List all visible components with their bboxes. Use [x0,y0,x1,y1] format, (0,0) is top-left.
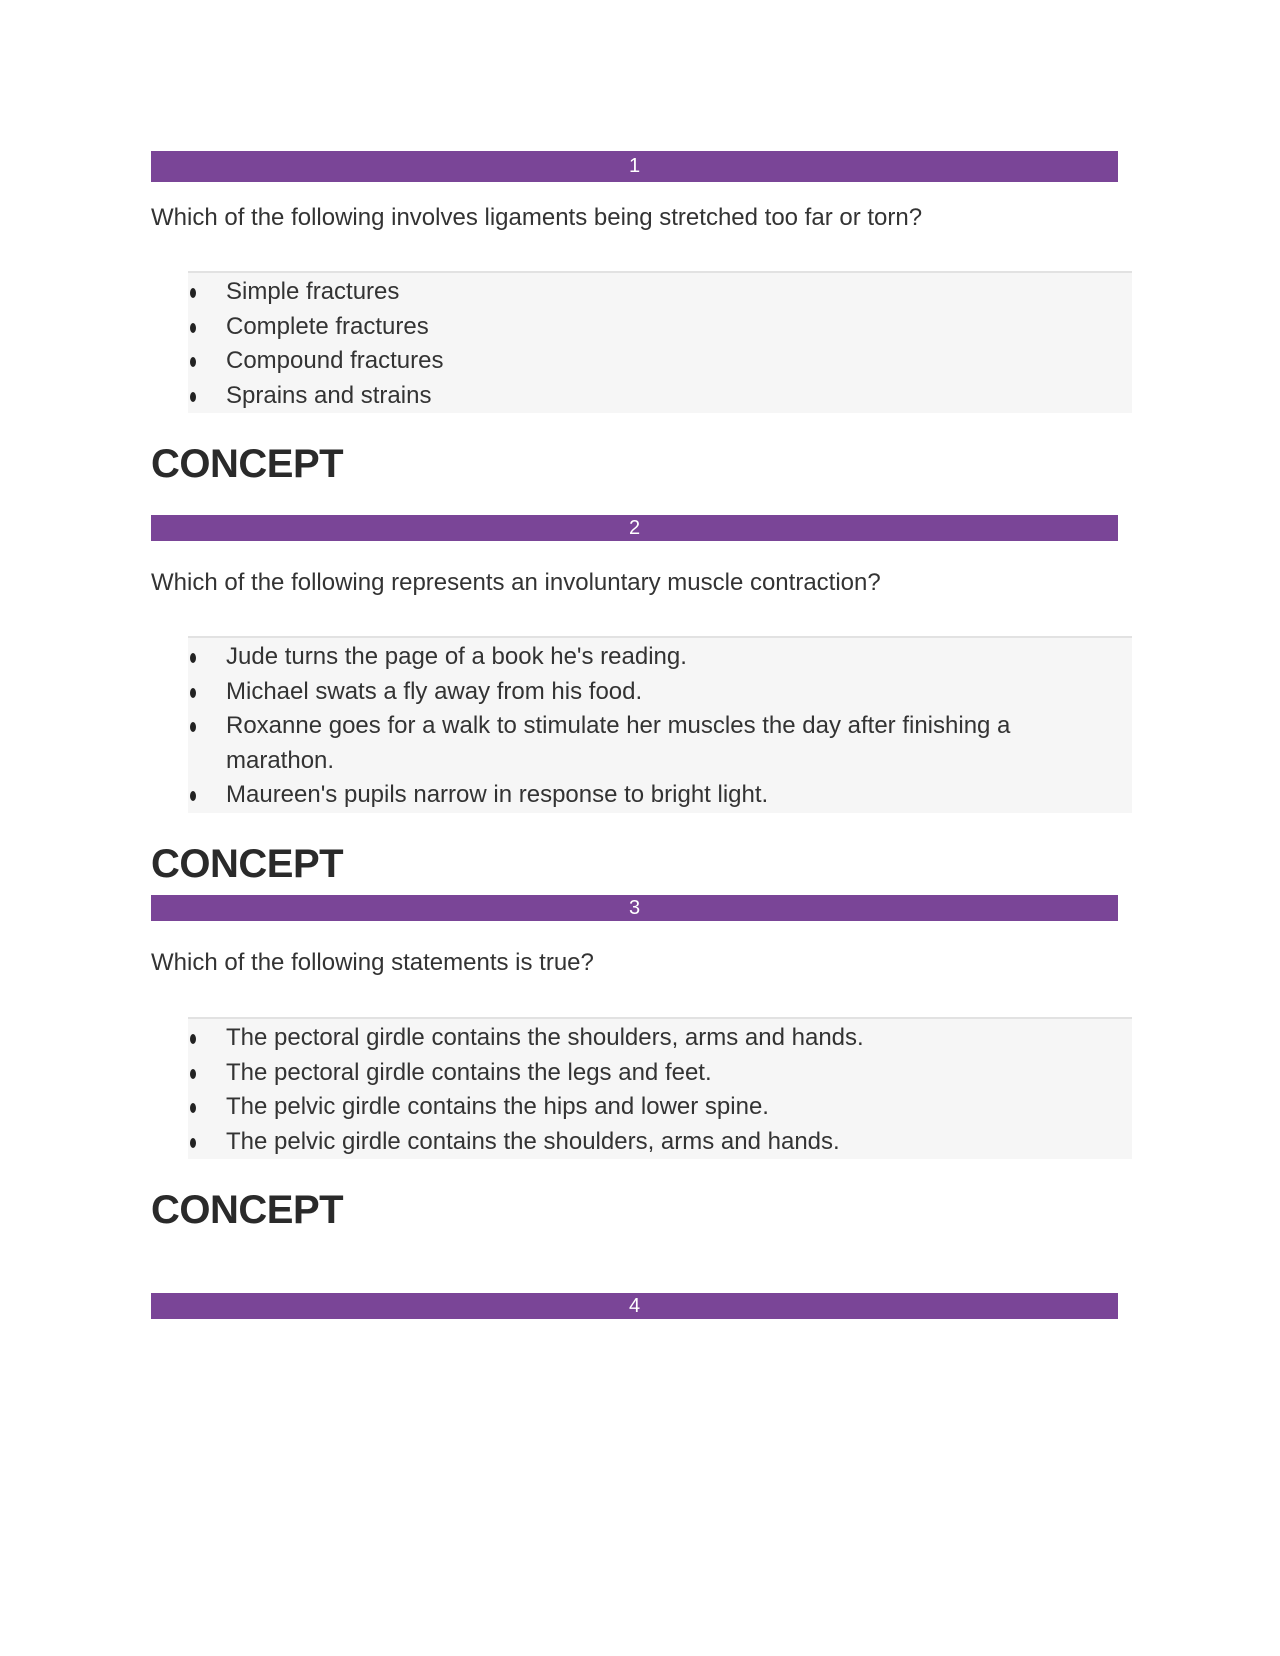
answer-options [188,1017,1132,1159]
bullet-icon [190,722,196,732]
answer-option[interactable]: The pectoral girdle contains the shoulders, arms and hands. [188,1021,1132,1056]
question-number-bar [151,151,1118,182]
bullet-icon [190,1034,196,1044]
question-text: Which of the following represents an involuntary muscle contraction? [151,569,881,596]
answer-option[interactable]: Maureen's pupils narrow in response to bright light. [188,778,1132,813]
bullet-icon [190,357,196,367]
bullet-icon [190,392,196,402]
concept-link[interactable]: CONCEPT [151,442,344,486]
concept-link[interactable]: CONCEPT [151,1188,344,1232]
bullet-icon [190,653,196,663]
bullet-icon [190,1103,196,1113]
answer-option[interactable]: Sprains and strains [188,379,1132,414]
bullet-icon [190,1069,196,1079]
answer-option[interactable]: The pelvic girdle contains the hips and lower spine. [188,1090,1132,1125]
answer-options [188,636,1132,813]
concept-link[interactable]: CONCEPT [151,842,344,886]
question-text: Which of the following involves ligaments being stretched too far or torn? [151,204,923,231]
question-number: 4 [628,1295,641,1317]
answer-option[interactable]: Michael swats a fly away from his food. [188,675,1132,710]
answer-option[interactable]: Complete fractures [188,310,1132,345]
bullet-icon [190,288,196,298]
question-number: 2 [628,517,641,539]
question-number-bar [151,515,1118,541]
question-number-bar [151,1293,1118,1319]
answer-option[interactable]: The pectoral girdle contains the legs and feet. [188,1056,1132,1091]
question-number-bar [151,895,1118,921]
question-number: 3 [628,897,641,919]
bullet-icon [190,688,196,698]
bullet-icon [190,791,196,801]
answer-option[interactable]: Compound fractures [188,344,1132,379]
bullet-icon [190,1138,196,1148]
answer-option[interactable]: Simple fractures [188,275,1132,310]
answer-option[interactable]: The pelvic girdle contains the shoulders, arms and hands. [188,1125,1132,1160]
question-number: 1 [628,155,641,177]
answer-options [188,271,1132,413]
bullet-icon [190,323,196,333]
answer-option[interactable]: Roxanne goes for a walk to stimulate her muscles the day after finishing a marathon. [188,709,1132,778]
answer-option[interactable]: Jude turns the page of a book he's reading. [188,640,1132,675]
question-text: Which of the following statements is true? [151,949,594,976]
